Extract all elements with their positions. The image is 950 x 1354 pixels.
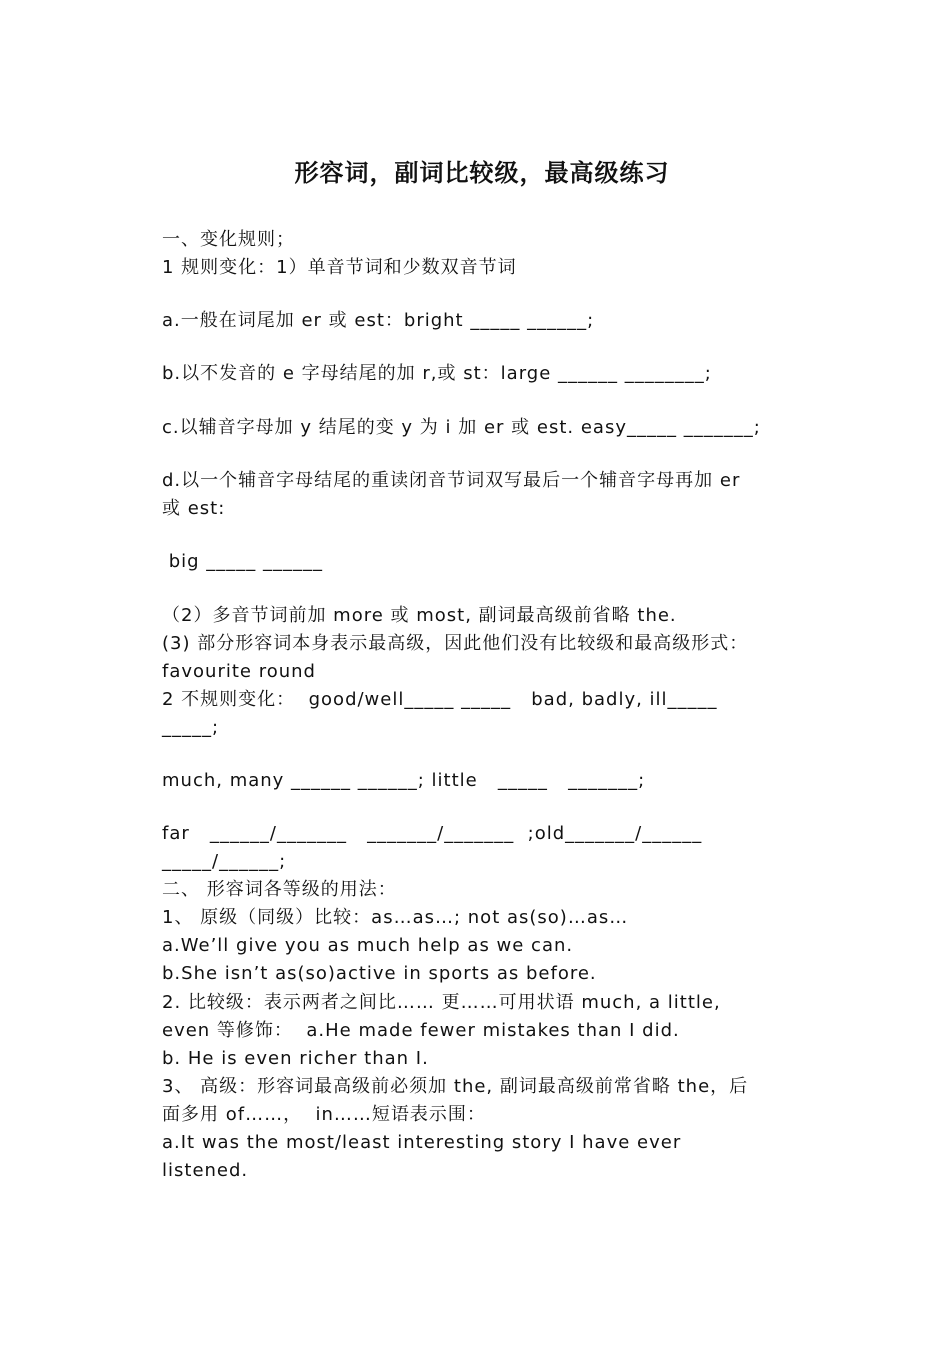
rule-b-line: b.以不发音的 e 字母结尾的加 r,或 st：large ______ ________; [162, 363, 712, 384]
section-two-heading: 二、 形容词各等级的用法： [162, 879, 397, 900]
irregular-change-line-continued: _____; [162, 717, 220, 738]
much-many-line: much, many ______ ______; little _____ _______; [162, 770, 646, 791]
rule-d-example-line: big _____ ______ [162, 551, 324, 572]
rule-3-example-line: favourite round [162, 661, 316, 682]
superlative-degree-line-continued: 面多用 of……， in……短语表示围： [162, 1104, 486, 1125]
positive-example-b: b.She isn’t as(so)active in sports as before. [162, 963, 597, 984]
superlative-example-a: a.It was the most/least interesting story I have ever [162, 1132, 682, 1153]
rule-a-line: a.一般在词尾加 er 或 est：bright _____ ______; [162, 310, 595, 331]
rule-3-line: (3) 部分形容词本身表示最高级，因此他们没有比较级和最高级形式： [162, 633, 749, 654]
regular-change-heading: 1 规则变化：1）单音节词和少数双音节词 [162, 257, 517, 278]
superlative-example-a-continued: listened. [162, 1160, 249, 1181]
superlative-degree-line: 3、 高级：形容词最高级前必须加 the, 副词最高级前常省略 the，后 [162, 1076, 749, 1097]
comparative-degree-line-continued: even 等修饰： a.He made fewer mistakes than I did. [162, 1020, 680, 1041]
comparative-example-b: b. He is even richer than I. [162, 1048, 429, 1069]
document-title: 形容词，副词比较级，最高级练习 [294, 159, 670, 187]
far-old-line-continued: _____/______; [162, 851, 287, 872]
rule-d-line-continued: 或 est: [162, 498, 226, 519]
rule-d-line: d.以一个辅音字母结尾的重读闭音节词双写最后一个辅音字母再加 er [162, 470, 741, 491]
rule-c-line: c.以辅音字母加 y 结尾的变 y 为 i 加 er 或 est. easy_____ _______; [162, 417, 761, 438]
positive-degree-line: 1、 原级（同级）比较：as…as…; not as(so)…as… [162, 907, 629, 928]
section-one-heading: 一、变化规则； [162, 229, 295, 250]
far-old-line: far ______/_______ _______/_______ ;old_______/______ [162, 823, 703, 844]
positive-example-a: a.We’ll give you as much help as we can. [162, 935, 574, 956]
comparative-degree-line: 2. 比较级：表示两者之间比…… 更……可用状语 much, a little, [162, 992, 721, 1013]
irregular-change-line: 2 不规则变化： good/well_____ _____ bad, badly, ill_____ [162, 689, 718, 710]
rule-2-line: （2）多音节词前加 more 或 most, 副词最高级前省略 the. [162, 605, 677, 626]
